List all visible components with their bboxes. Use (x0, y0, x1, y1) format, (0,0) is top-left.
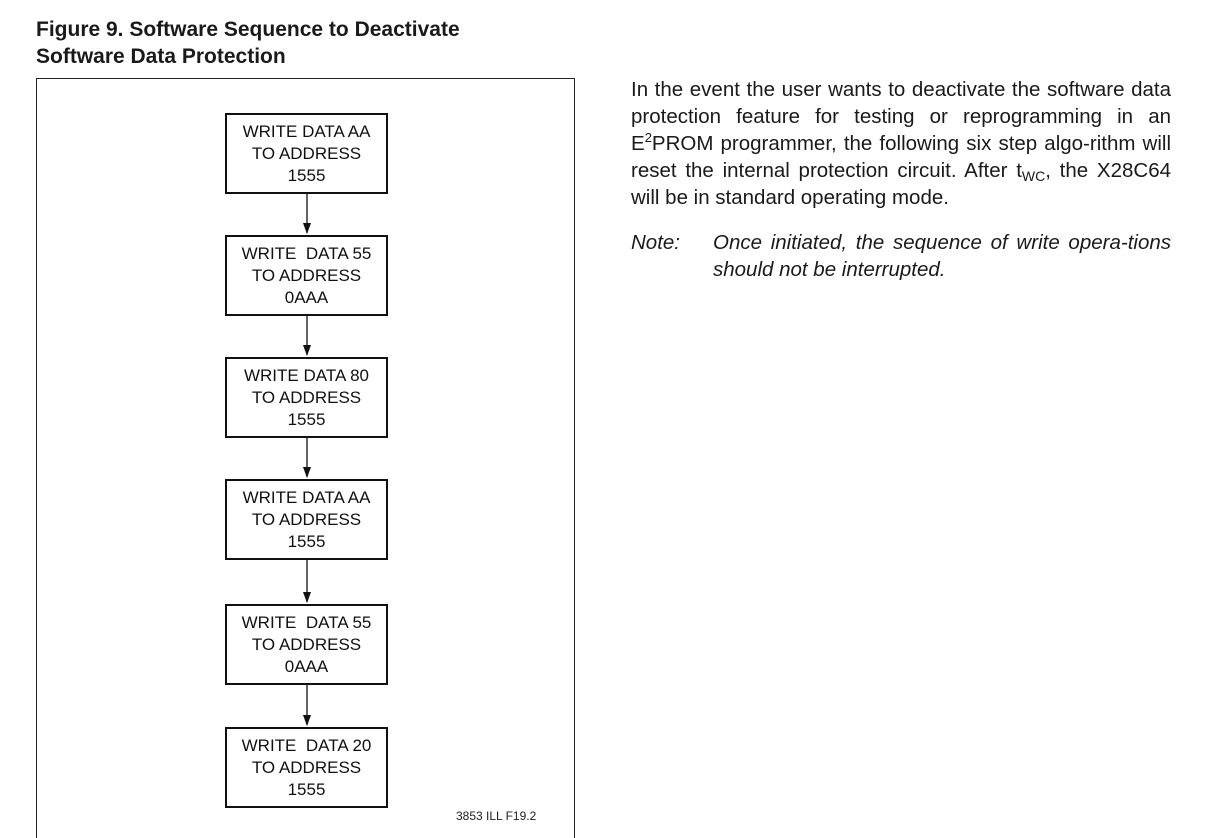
figure-title-line-1: Figure 9. Software Sequence to Deactivate (36, 18, 460, 41)
body-text-part-2: PROM programmer, the following six step algo-rithm will reset the internal protection circuit. After t (631, 132, 1171, 182)
flowchart-step-4 (225, 479, 388, 560)
flowchart-step-5 (225, 604, 388, 685)
body-text-part-1: In the event the user wants to deactivate the software data protection feature for testing or reprogramming in an E (631, 78, 1171, 155)
flowchart-step-2 (225, 235, 388, 316)
step-4-line-2: TO ADDRESS (251, 509, 362, 529)
step-4-line-1: WRITE DATA AA (242, 487, 371, 507)
step-6-line-1: WRITE DATA 20 (241, 735, 372, 755)
step-5-line-2: TO ADDRESS (251, 634, 362, 654)
step-4-line-3: 1555 (287, 531, 326, 551)
flowchart-step-1 (225, 113, 388, 194)
step-3-line-2: TO ADDRESS (251, 387, 362, 407)
step-6-line-2: TO ADDRESS (251, 757, 362, 777)
figure-id-label: 3853 ILL F19.2 (456, 809, 537, 823)
flowchart-step-3 (225, 357, 388, 438)
body-paragraph (631, 76, 1171, 211)
step-1-line-1: WRITE DATA AA (242, 121, 371, 141)
step-5-line-1: WRITE DATA 55 (241, 612, 372, 632)
flowchart-step-6 (225, 727, 388, 808)
step-2-line-3: 0AAA (284, 287, 329, 307)
step-6-line-3: 1555 (287, 779, 326, 799)
note-label: Note: (631, 231, 680, 254)
body-text-part-3: , the X28C64 will be in standard operating mode. (631, 159, 1172, 209)
note-text: Once initiated, the sequence of write opera-tions should not be interrupted. (713, 231, 1171, 281)
step-2-line-1: WRITE DATA 55 (241, 243, 372, 263)
step-2-line-2: TO ADDRESS (251, 265, 362, 285)
step-3-line-1: WRITE DATA 80 (243, 365, 369, 385)
body-superscript: 2 (644, 130, 652, 145)
step-5-line-3: 0AAA (284, 656, 329, 676)
step-1-line-2: TO ADDRESS (251, 143, 362, 163)
figure-title (36, 16, 576, 70)
body-subscript: WC (1021, 168, 1046, 184)
step-3-line-3: 1555 (287, 409, 326, 429)
step-1-line-3: 1555 (287, 165, 326, 185)
figure-title-line-2: Software Data Protection (36, 45, 286, 68)
